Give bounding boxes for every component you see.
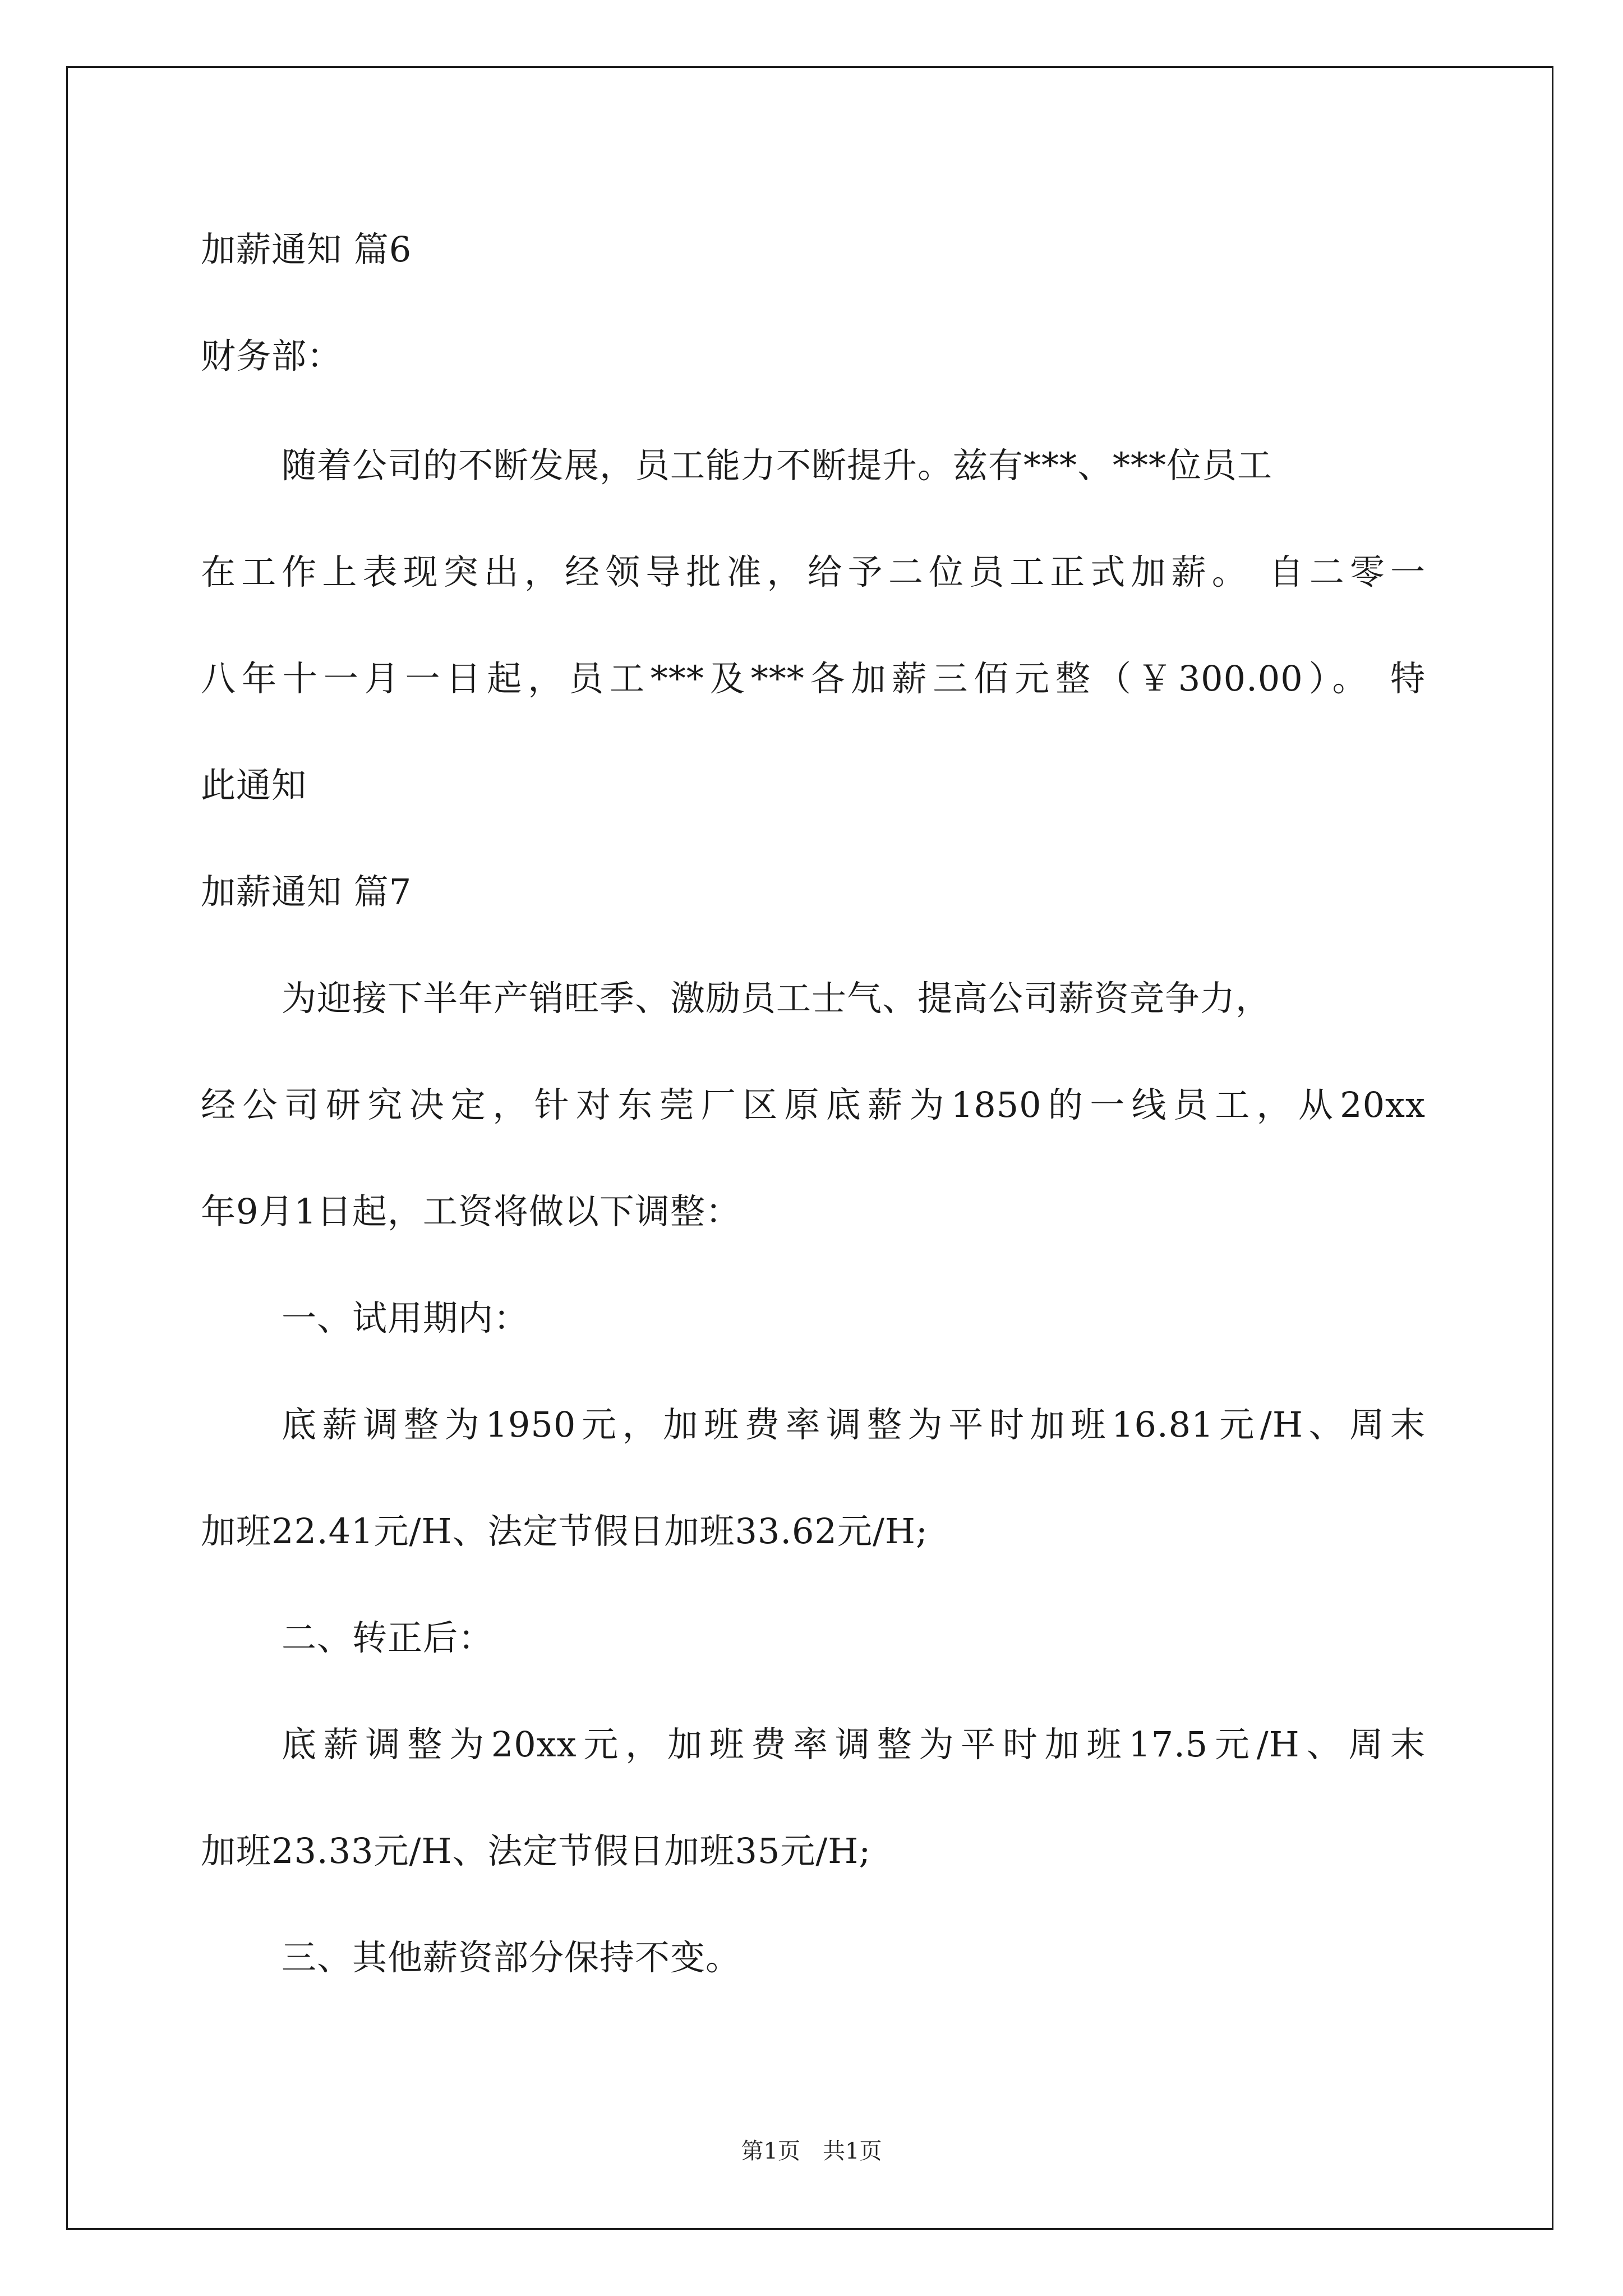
list-heading: 一、试用期内： [282,1297,529,1338]
paragraph-line: 在工作上表现突出，经领导批准，给予二位员工正式加薪。 自二零一 [201,551,1426,592]
section-title-6: 加薪通知 篇6 [201,229,412,270]
paragraph-line: 加班22.41元/H、法定节假日加班33.62元/H; [201,1511,928,1552]
page-footer: 第1页 共1页 [741,2138,882,2164]
section-title-7: 加薪通知 篇7 [201,871,412,912]
paragraph-line: 年9月1日起，工资将做以下调整： [201,1191,741,1232]
paragraph-line: 八年十一月一日起，员工***及***各加薪三佰元整（￥300.00）。 特 [201,658,1426,699]
list-heading: 二、转正后： [282,1617,494,1658]
paragraph-line: 为迎接下半年产销旺季、激励员工士气、提高公司薪资竞争力， [282,978,1271,1019]
paragraph-line: 此通知 [201,765,307,806]
addressee: 财务部： [201,335,343,376]
paragraph-line: 加班23.33元/H、法定节假日加班35元/H; [201,1830,872,1871]
list-heading: 三、其他薪资部分保持不变。 [282,1937,741,1978]
page-border [66,66,1553,2230]
paragraph-line: 随着公司的不断发展，员工能力不断提升。兹有***、***位员工 [282,445,1273,486]
paragraph-line: 经公司研究决定，针对东莞厂区原底薪为1850的一线员工，从20xx [201,1084,1426,1125]
paragraph-line: 底薪调整为1950元，加班费率调整为平时加班16.81元/H、周末 [282,1404,1426,1445]
paragraph-line: 底薪调整为20xx元，加班费率调整为平时加班17.5元/H、周末 [282,1724,1426,1765]
